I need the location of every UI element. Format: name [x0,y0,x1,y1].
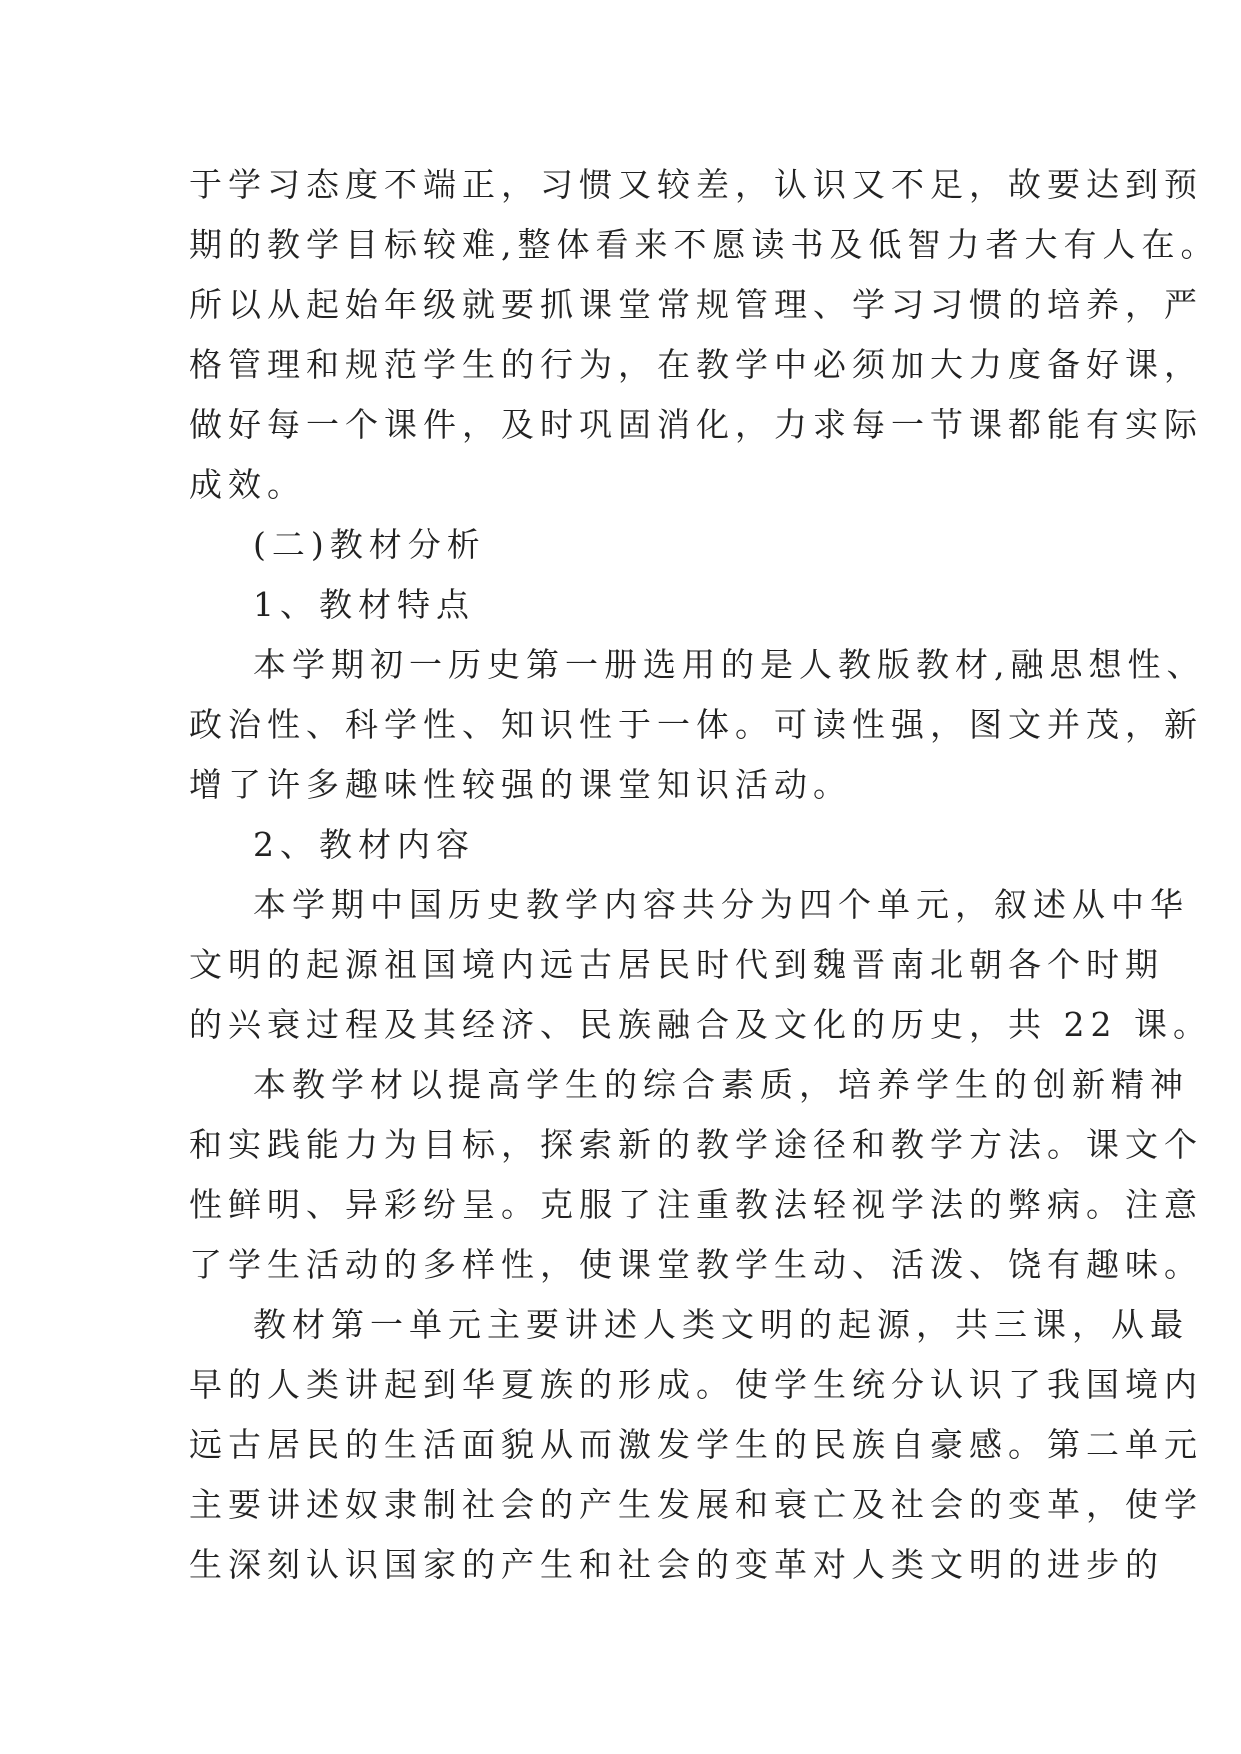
text-line: 了学生活动的多样性，使课堂教学生动、活泼、饶有趣味。 [189,1245,1203,1284]
text-line: 主要讲述奴隶制社会的产生发展和衰亡及社会的变革，使学 [189,1485,1203,1524]
text-line: 的兴衰过程及其经济、民族融合及文化的历史，共 22 课。 [189,1005,1212,1044]
text-line: 文明的起源祖国境内远古居民时代到魏晋南北朝各个时期 [189,945,1164,984]
subsection-heading: 1、教材特点 [253,585,475,624]
text-line: 增了许多趣味性较强的课堂知识活动。 [189,765,852,804]
text-line: 于学习态度不端正，习惯又较差，认识又不足，故要达到预 [189,165,1203,204]
section-heading: (二)教材分析 [253,525,486,564]
text-line: 本学期初一历史第一册选用的是人教版教材,融思想性、 [253,645,1206,684]
text-line: 远古居民的生活面貌从而激发学生的民族自豪感。第二单元 [189,1425,1203,1464]
text-line: 做好每一个课件，及时巩固消化，力求每一节课都能有实际 [189,405,1203,444]
text-line: 政治性、科学性、知识性于一体。可读性强，图文并茂，新 [189,705,1203,744]
text-line: 本学期中国历史教学内容共分为四个单元，叙述从中华 [253,885,1189,924]
text-line: 早的人类讲起到华夏族的形成。使学生统分认识了我国境内 [189,1365,1203,1404]
text-line: 期的教学目标较难,整体看来不愿读书及低智力者大有人在。 [189,225,1220,264]
subsection-heading: 2、教材内容 [253,825,475,864]
text-line: 和实践能力为目标，探索新的教学途径和教学方法。课文个 [189,1125,1203,1164]
text-line: 所以从起始年级就要抓课堂常规管理、学习习惯的培养，严 [189,285,1203,324]
text-line: 本教学材以提高学生的综合素质，培养学生的创新精神 [253,1065,1189,1104]
text-line: 教材第一单元主要讲述人类文明的起源，共三课，从最 [253,1305,1189,1344]
text-line: 格管理和规范学生的行为，在教学中必须加大力度备好课， [189,345,1203,384]
text-line: 生深刻认识国家的产生和社会的变革对人类文明的进步的 [189,1545,1164,1584]
text-line: 成效。 [189,465,306,504]
text-line: 性鲜明、异彩纷呈。克服了注重教法轻视学法的弊病。注意 [189,1185,1203,1224]
